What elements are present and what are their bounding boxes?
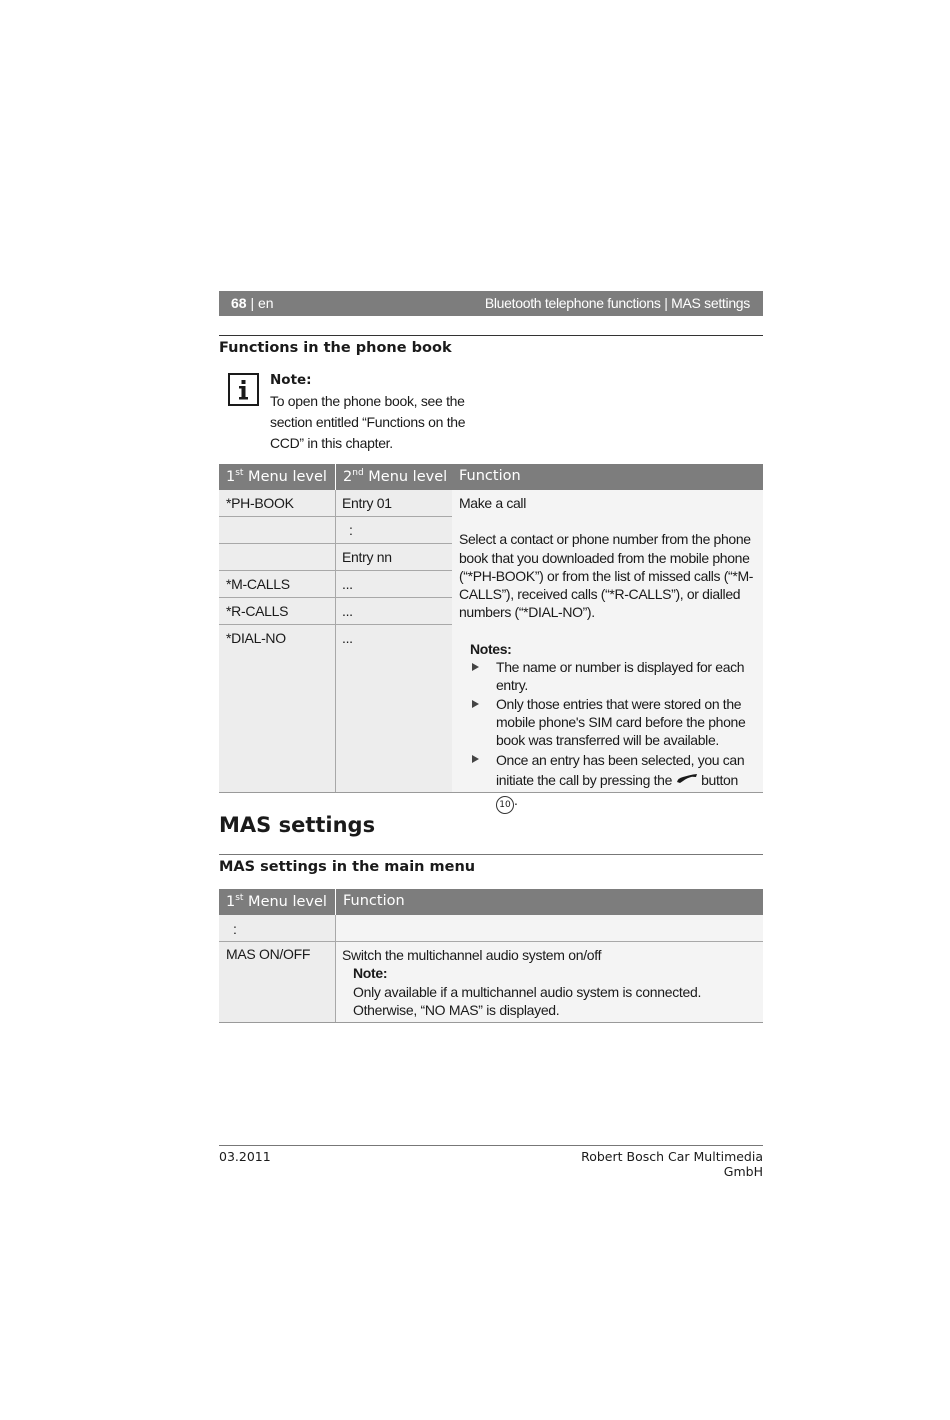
- footer-divider: [219, 1145, 763, 1146]
- table-cell: Entry 01: [342, 495, 392, 511]
- section-divider: [219, 335, 763, 336]
- table-cell: MAS ON/OFF: [226, 946, 311, 962]
- list-item: The name or number is displayed for each entry.: [470, 658, 759, 695]
- note-line: To open the phone book, see the: [270, 393, 465, 409]
- page-number-language: 68 | en: [231, 295, 274, 311]
- phonebook-note: [270, 370, 470, 454]
- phone-handset-icon: [676, 773, 698, 784]
- note-line: section entitled “Functions on the: [270, 414, 466, 430]
- language-code: en: [258, 295, 274, 311]
- list-item: Only those entries that were stored on the mobile phone's SIM card before the phone book was transferred will be available.: [470, 695, 759, 750]
- table-cell: *R-CALLS: [226, 603, 289, 619]
- mas-settings-title: MAS settings: [219, 813, 376, 837]
- bullet-arrow-icon: [472, 663, 479, 671]
- table-cell: :: [233, 921, 237, 937]
- mas-subheading: MAS settings in the main menu: [219, 859, 476, 875]
- table-cell: Entry nn: [342, 549, 392, 565]
- note-line: CCD” in this chapter.: [270, 435, 393, 451]
- header-menu-level-1: 1st Menu level: [219, 464, 335, 490]
- button-number-badge: 10: [496, 796, 514, 814]
- header-function: Function: [452, 464, 763, 490]
- info-icon: [228, 373, 259, 406]
- table-cell: *DIAL-NO: [226, 630, 286, 646]
- page-number: 68: [231, 295, 247, 311]
- mas-function-text: Switch the multichannel audio system on/off: [342, 947, 602, 963]
- bullet-arrow-icon: [472, 700, 479, 708]
- function-title: Make a call: [459, 495, 526, 511]
- function-body: Select a contact or phone number from the phone book that you downloaded from the mobile phone (“*PH-BOOK”) or from the list of missed calls (“*M-CALLS”), received calls (“*R-CALLS”), or dialled numbers (“*DIAL-NO”).: [459, 531, 754, 621]
- chapter-title: Bluetooth telephone functions | MAS settings: [484, 295, 750, 311]
- note-title: Note:: [270, 372, 312, 388]
- bullet-arrow-icon: [472, 755, 479, 763]
- section-divider: [219, 854, 763, 855]
- page-header-bar: [219, 291, 763, 316]
- table-cell: [342, 946, 752, 1019]
- mas-note-title: Note:: [353, 965, 388, 982]
- header-function: Function: [336, 889, 763, 915]
- footer-date: 03.2011: [219, 1149, 271, 1164]
- table-cell: ...: [342, 630, 353, 646]
- table-cell: ...: [342, 576, 353, 592]
- table-cell: ...: [342, 603, 353, 619]
- table-cell: *PH-BOOK: [226, 495, 294, 511]
- notes-title: Notes:: [470, 640, 512, 657]
- list-item: Once an entry has been selected, you can initiate the call by pressing the button 10 .: [470, 750, 759, 814]
- function-description: [459, 494, 759, 814]
- table-cell: *M-CALLS: [226, 576, 290, 592]
- footer-company: Robert Bosch Car Multimedia GmbH: [581, 1149, 763, 1179]
- mas-note-text: Only available if a multichannel audio system is connected. Otherwise, “NO MAS” is displayed.: [353, 983, 702, 1018]
- phonebook-heading: Functions in the phone book: [219, 340, 452, 356]
- table-cell: :: [349, 522, 353, 538]
- header-menu-level-1: 1st Menu level: [219, 889, 335, 915]
- header-menu-level-2: 2nd Menu level: [336, 464, 452, 490]
